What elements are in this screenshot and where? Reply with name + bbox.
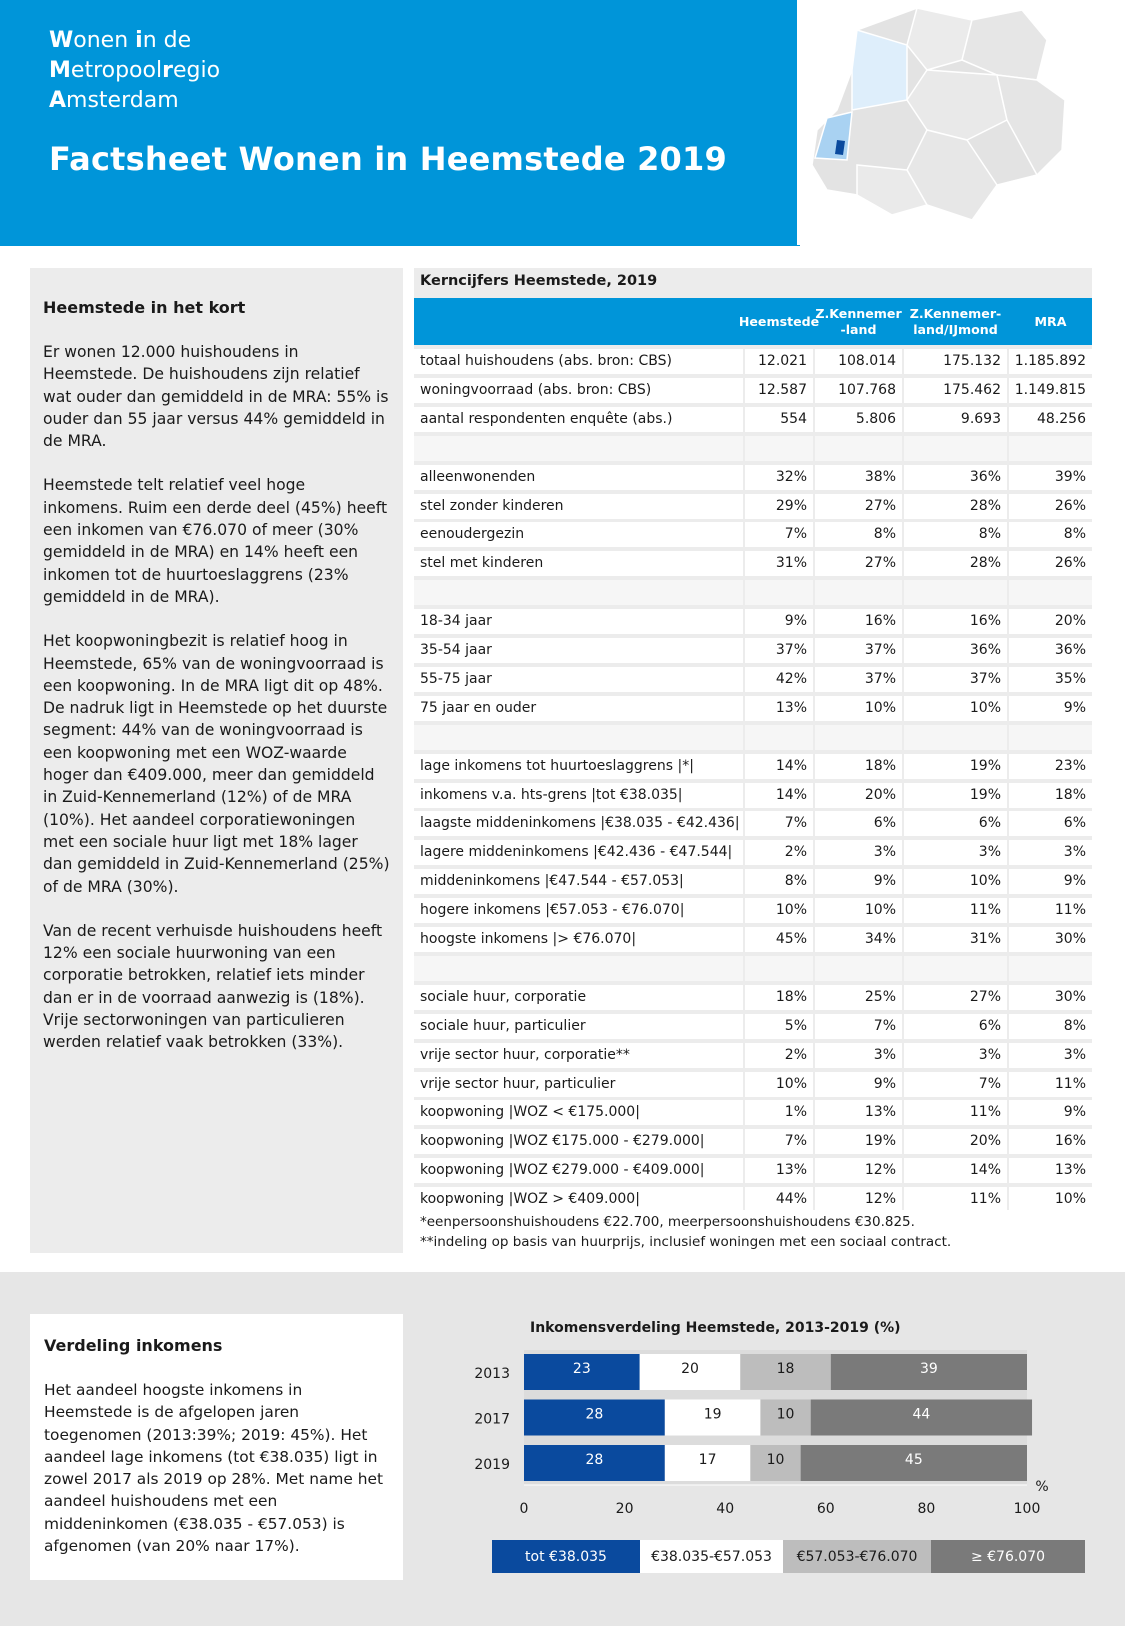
- data-label: 17: [698, 1452, 717, 1468]
- row-label: lagere middeninkomens |€42.436 - €47.544|: [414, 840, 743, 865]
- table-row: [414, 696, 1092, 721]
- row-value: 26%: [1009, 551, 1092, 576]
- row-value: 8%: [1009, 1014, 1092, 1039]
- row-value: 3%: [1009, 840, 1092, 865]
- legend-item: €38.035-€57.053: [640, 1540, 783, 1573]
- row-value: [1009, 580, 1092, 605]
- kerncijfers-table: [414, 268, 1092, 1253]
- row-value: 14%: [745, 754, 813, 779]
- row-value: 13%: [1009, 1158, 1092, 1183]
- row-value: 45%: [745, 927, 813, 952]
- row-value: 9%: [815, 1072, 902, 1097]
- x-tick-label: 60: [816, 1501, 835, 1517]
- row-value: [815, 956, 902, 981]
- row-value: 19%: [904, 754, 1007, 779]
- legend-item: €57.053-€76.070: [783, 1540, 931, 1573]
- row-value: 11%: [1009, 898, 1092, 923]
- row-value: 28%: [904, 551, 1007, 576]
- table-row: [414, 898, 1092, 923]
- brand-line-3: Amsterdam: [49, 88, 179, 113]
- row-label: hogere inkomens |€57.053 - €76.070|: [414, 898, 743, 923]
- row-value: 9%: [1009, 869, 1092, 894]
- table-row: [414, 465, 1092, 490]
- column-header: Z.Kennemer- land/IJmond: [909, 305, 1002, 337]
- row-value: 6%: [815, 811, 902, 836]
- row-value: 11%: [904, 1187, 1007, 1212]
- row-value: 35%: [1009, 667, 1092, 692]
- row-label: 75 jaar en ouder: [414, 696, 743, 721]
- table-row: [414, 609, 1092, 634]
- table-spacer-row: [414, 580, 1092, 605]
- table-row: [414, 840, 1092, 865]
- brand-line-1: Wonen in de: [49, 28, 192, 53]
- row-value: 31%: [745, 551, 813, 576]
- header-banner: [0, 0, 797, 245]
- table-row: [414, 551, 1092, 576]
- row-value: 10%: [815, 696, 902, 721]
- row-value: 7%: [745, 1129, 813, 1154]
- row-value: 28%: [904, 494, 1007, 519]
- row-value: 7%: [745, 522, 813, 547]
- data-label: 28: [585, 1452, 604, 1468]
- row-value: 31%: [904, 927, 1007, 952]
- row-label: koopwoning |WOZ > €409.000|: [414, 1187, 743, 1212]
- data-label: 39: [920, 1361, 938, 1377]
- row-value: 19%: [904, 783, 1007, 808]
- table-row: [414, 1129, 1092, 1154]
- data-label: 20: [681, 1361, 699, 1377]
- row-value: 20%: [815, 783, 902, 808]
- row-label: woningvoorraad (abs. bron: CBS): [414, 378, 743, 403]
- row-value: [815, 725, 902, 750]
- row-value: 25%: [815, 985, 902, 1010]
- row-value: [745, 436, 813, 461]
- row-value: 6%: [1009, 811, 1092, 836]
- brand-logo-text: [49, 26, 220, 116]
- legend-item: tot €38.035: [492, 1540, 640, 1573]
- row-value: 175.132: [904, 349, 1007, 374]
- data-label: 23: [572, 1361, 591, 1377]
- table-row: [414, 869, 1092, 894]
- row-value: 30%: [1009, 985, 1092, 1010]
- row-value: 2%: [745, 1043, 813, 1068]
- row-value: 3%: [1009, 1043, 1092, 1068]
- row-value: 39%: [1009, 465, 1092, 490]
- table-row: [414, 1043, 1092, 1068]
- row-value: 18%: [1009, 783, 1092, 808]
- row-value: 36%: [904, 465, 1007, 490]
- row-value: 3%: [904, 1043, 1007, 1068]
- intro-heading: Heemstede in het kort: [43, 298, 246, 317]
- row-value: 1.185.892: [1009, 349, 1092, 374]
- row-value: 1%: [745, 1100, 813, 1125]
- data-label: 44: [912, 1406, 931, 1423]
- row-label: eenoudergezin: [414, 522, 743, 547]
- row-value: 48.256: [1009, 407, 1092, 432]
- row-label: lage inkomens tot huurtoeslaggrens |*|: [414, 754, 743, 779]
- row-value: 13%: [745, 696, 813, 721]
- row-value: 27%: [815, 551, 902, 576]
- row-value: 5.806: [815, 407, 902, 432]
- row-value: 44%: [745, 1187, 813, 1212]
- row-value: 32%: [745, 465, 813, 490]
- table-spacer-row: [414, 436, 1092, 461]
- data-label: 18: [776, 1361, 795, 1377]
- row-value: 36%: [1009, 638, 1092, 663]
- row-value: 20%: [1009, 609, 1092, 634]
- row-label: [414, 580, 743, 605]
- row-value: [904, 725, 1007, 750]
- row-value: 8%: [815, 522, 902, 547]
- row-value: 14%: [904, 1158, 1007, 1183]
- row-value: 19%: [815, 1129, 902, 1154]
- row-value: 10%: [815, 898, 902, 923]
- row-value: [745, 580, 813, 605]
- row-value: 8%: [904, 522, 1007, 547]
- table-title: Kerncijfers Heemstede, 2019: [420, 273, 658, 289]
- row-value: 12.021: [745, 349, 813, 374]
- row-label: [414, 725, 743, 750]
- table-header-row: [414, 298, 1092, 345]
- row-value: 11%: [1009, 1072, 1092, 1097]
- row-value: 9%: [745, 609, 813, 634]
- table-row: [414, 1014, 1092, 1039]
- row-label: koopwoning |WOZ < €175.000|: [414, 1100, 743, 1125]
- row-value: 13%: [745, 1158, 813, 1183]
- table-row: [414, 1100, 1092, 1125]
- row-label: [414, 956, 743, 981]
- income-text-panel: [30, 1314, 403, 1580]
- row-label: vrije sector huur, corporatie**: [414, 1043, 743, 1068]
- row-value: 16%: [1009, 1129, 1092, 1154]
- row-value: 12%: [815, 1187, 902, 1212]
- region-map-icon: [797, 0, 1125, 245]
- row-value: 10%: [1009, 1187, 1092, 1212]
- header-divider: [0, 243, 800, 246]
- column-header: Z.Kennemer -land: [815, 305, 902, 337]
- row-label: 55-75 jaar: [414, 667, 743, 692]
- intro-paragraph: Heemstede telt relatief veel hoge inkomens. Ruim een derde deel (45%) heeft een inkomen van €76.070 of meer (30% gemiddeld in de MRA) en 14% heeft een inkomen tot de huurtoeslaggrens (23% gemiddeld in de MRA).: [43, 476, 388, 606]
- row-value: 11%: [904, 898, 1007, 923]
- row-value: 37%: [815, 638, 902, 663]
- row-label: sociale huur, corporatie: [414, 985, 743, 1010]
- table-row: [414, 638, 1092, 663]
- row-value: 18%: [815, 754, 902, 779]
- row-value: 9%: [815, 869, 902, 894]
- income-heading: Verdeling inkomens: [44, 1336, 223, 1355]
- row-value: 29%: [745, 494, 813, 519]
- row-value: [815, 580, 902, 605]
- row-value: 37%: [815, 667, 902, 692]
- table-row: [414, 407, 1092, 432]
- table-row: [414, 1187, 1092, 1212]
- table-row: [414, 494, 1092, 519]
- row-value: 12%: [815, 1158, 902, 1183]
- row-value: 175.462: [904, 378, 1007, 403]
- row-label: 18-34 jaar: [414, 609, 743, 634]
- brand-line-2: Metropoolregio: [49, 58, 221, 83]
- intro-paragraph: Er wonen 12.000 huishoudens in Heemstede. De huishoudens zijn relatief wat ouder dan gemiddeld in de MRA: 55% is ouder dan 55 jaar versus 44% gemiddeld in de MRA.: [43, 343, 389, 451]
- row-label: [414, 436, 743, 461]
- intro-paragraph: Het koopwoningbezit is relatief hoog in Heemstede, 65% van de woningvoorraad is een koopwoning. In de MRA ligt dit op 48%. De nadruk ligt in Heemstede op het duurste segment: 44% van de woningvoorraad is een koopwoning met een WOZ-waarde hoger dan €409.000, meer dan gemiddeld in Zuid-Kennemerland (12%) of de MRA (10%). Het aandeel corporatiewoningen met een sociale huur ligt met 18% lager dan gemiddeld in Zuid-Kennemerland (25%) of de MRA (30%).: [43, 632, 390, 896]
- row-label: laagste middeninkomens |€38.035 - €42.436|: [414, 811, 743, 836]
- table-row: [414, 378, 1092, 403]
- row-label: hoogste inkomens |> €76.070|: [414, 927, 743, 952]
- row-label: sociale huur, particulier: [414, 1014, 743, 1039]
- row-value: 18%: [745, 985, 813, 1010]
- row-value: 23%: [1009, 754, 1092, 779]
- row-value: 6%: [904, 1014, 1007, 1039]
- row-value: 9%: [1009, 1100, 1092, 1125]
- row-value: 108.014: [815, 349, 902, 374]
- row-value: 5%: [745, 1014, 813, 1039]
- x-tick-label: 80: [917, 1501, 936, 1517]
- row-value: 7%: [904, 1072, 1007, 1097]
- row-value: 27%: [815, 494, 902, 519]
- table-row: [414, 1072, 1092, 1097]
- y-tick-label: 2017: [474, 1411, 510, 1428]
- row-label: inkomens v.a. hts-grens |tot €38.035|: [414, 783, 743, 808]
- row-value: [745, 956, 813, 981]
- row-value: 38%: [815, 465, 902, 490]
- table-row: [414, 754, 1092, 779]
- row-label: aantal respondenten enquête (abs.): [414, 407, 743, 432]
- row-value: [745, 725, 813, 750]
- column-header: Heemstede: [738, 313, 820, 329]
- income-stacked-bar-chart: [460, 1340, 1080, 1540]
- row-label: middeninkomens |€47.544 - €57.053|: [414, 869, 743, 894]
- row-value: 8%: [745, 869, 813, 894]
- table-row: [414, 985, 1092, 1010]
- y-tick-label: 2019: [474, 1457, 510, 1473]
- row-value: 3%: [815, 840, 902, 865]
- row-value: 13%: [815, 1100, 902, 1125]
- footnote: **indeling op basis van huurprijs, inclusief woningen met een sociaal contract.: [420, 1234, 952, 1250]
- row-value: 16%: [815, 609, 902, 634]
- row-value: 3%: [904, 840, 1007, 865]
- chart-legend: [492, 1540, 1085, 1573]
- x-tick-label: 100: [1013, 1501, 1041, 1517]
- intro-panel: [30, 268, 403, 1253]
- row-value: [815, 436, 902, 461]
- table-row: [414, 927, 1092, 952]
- intro-paragraph: Van de recent verhuisde huishoudens heeft 12% een sociale huurwoning van een corporatie betrokken, relatief iets minder dan er in de voorraad aanwezig is (18%). Vrije sectorwoningen van particulieren werden relatief vaak betrokken (33%).: [43, 921, 383, 1052]
- row-label: koopwoning |WOZ €175.000 - €279.000|: [414, 1129, 743, 1154]
- row-value: 9.693: [904, 407, 1007, 432]
- row-value: [904, 580, 1007, 605]
- table-spacer-row: [414, 725, 1092, 750]
- row-value: [1009, 436, 1092, 461]
- table-row: [414, 1158, 1092, 1183]
- data-label: 10: [766, 1452, 785, 1468]
- row-value: [904, 436, 1007, 461]
- row-label: 35-54 jaar: [414, 638, 743, 663]
- table-row: [414, 522, 1092, 547]
- row-value: 12.587: [745, 378, 813, 403]
- x-axis-label: %: [1035, 1479, 1049, 1495]
- row-value: 554: [745, 407, 813, 432]
- column-header: MRA: [1034, 313, 1067, 329]
- table-row: [414, 667, 1092, 692]
- row-value: 26%: [1009, 494, 1092, 519]
- row-label: alleenwonenden: [414, 465, 743, 490]
- region-map: [797, 0, 1125, 245]
- row-value: 10%: [745, 898, 813, 923]
- row-value: 37%: [904, 667, 1007, 692]
- row-value: 8%: [1009, 522, 1092, 547]
- row-value: 1.149.815: [1009, 378, 1092, 403]
- row-value: 107.768: [815, 378, 902, 403]
- row-value: 34%: [815, 927, 902, 952]
- row-value: 11%: [904, 1100, 1007, 1125]
- row-value: 42%: [745, 667, 813, 692]
- row-value: 10%: [904, 696, 1007, 721]
- table-row: [414, 783, 1092, 808]
- data-label: 45: [904, 1452, 923, 1468]
- row-label: stel met kinderen: [414, 551, 743, 576]
- page-title: Factsheet Wonen in Heemstede 2019: [49, 140, 727, 178]
- row-value: 30%: [1009, 927, 1092, 952]
- row-value: 2%: [745, 840, 813, 865]
- row-label: stel zonder kinderen: [414, 494, 743, 519]
- row-value: [904, 956, 1007, 981]
- legend-item: ≥ €76.070: [931, 1540, 1085, 1573]
- table-row: [414, 811, 1092, 836]
- row-value: 37%: [745, 638, 813, 663]
- row-value: 10%: [745, 1072, 813, 1097]
- row-value: 6%: [904, 811, 1007, 836]
- row-value: 9%: [1009, 696, 1092, 721]
- x-tick-label: 20: [615, 1501, 634, 1517]
- row-value: [1009, 725, 1092, 750]
- x-tick-label: 40: [716, 1501, 735, 1517]
- row-value: 36%: [904, 638, 1007, 663]
- y-tick-label: 2013: [474, 1366, 510, 1382]
- row-label: totaal huishoudens (abs. bron: CBS): [414, 349, 743, 374]
- row-value: [1009, 956, 1092, 981]
- row-value: 16%: [904, 609, 1007, 634]
- data-label: 28: [585, 1406, 604, 1423]
- row-value: 10%: [904, 869, 1007, 894]
- x-tick-label: 0: [519, 1501, 529, 1517]
- row-label: koopwoning |WOZ €279.000 - €409.000|: [414, 1158, 743, 1183]
- table-footnotes: [414, 1210, 1092, 1253]
- row-value: 3%: [815, 1043, 902, 1068]
- row-value: 27%: [904, 985, 1007, 1010]
- footnote: *eenpersoonshuishoudens €22.700, meerpersoonshuishoudens €30.825.: [420, 1214, 915, 1230]
- data-label: 10: [776, 1406, 795, 1423]
- chart-title: Inkomensverdeling Heemstede, 2013-2019 (%): [530, 1320, 901, 1336]
- table-spacer-row: [414, 956, 1092, 981]
- data-label: 19: [703, 1406, 722, 1423]
- income-paragraph: Het aandeel hoogste inkomens in Heemstede is de afgelopen jaren toegenomen (2013:39%; 2019: 45%). Het aandeel lage inkomens (tot €38.035) ligt in zowel 2017 als 2019 op 28%. Met name het aandeel huishoudens met een middeninkomen (€38.035 - €57.053) is afgenomen (van 20% naar 17%).: [44, 1381, 383, 1556]
- row-value: 20%: [904, 1129, 1007, 1154]
- row-label: vrije sector huur, particulier: [414, 1072, 743, 1097]
- table-row: [414, 349, 1092, 374]
- row-value: 7%: [815, 1014, 902, 1039]
- row-value: 7%: [745, 811, 813, 836]
- row-value: 14%: [745, 783, 813, 808]
